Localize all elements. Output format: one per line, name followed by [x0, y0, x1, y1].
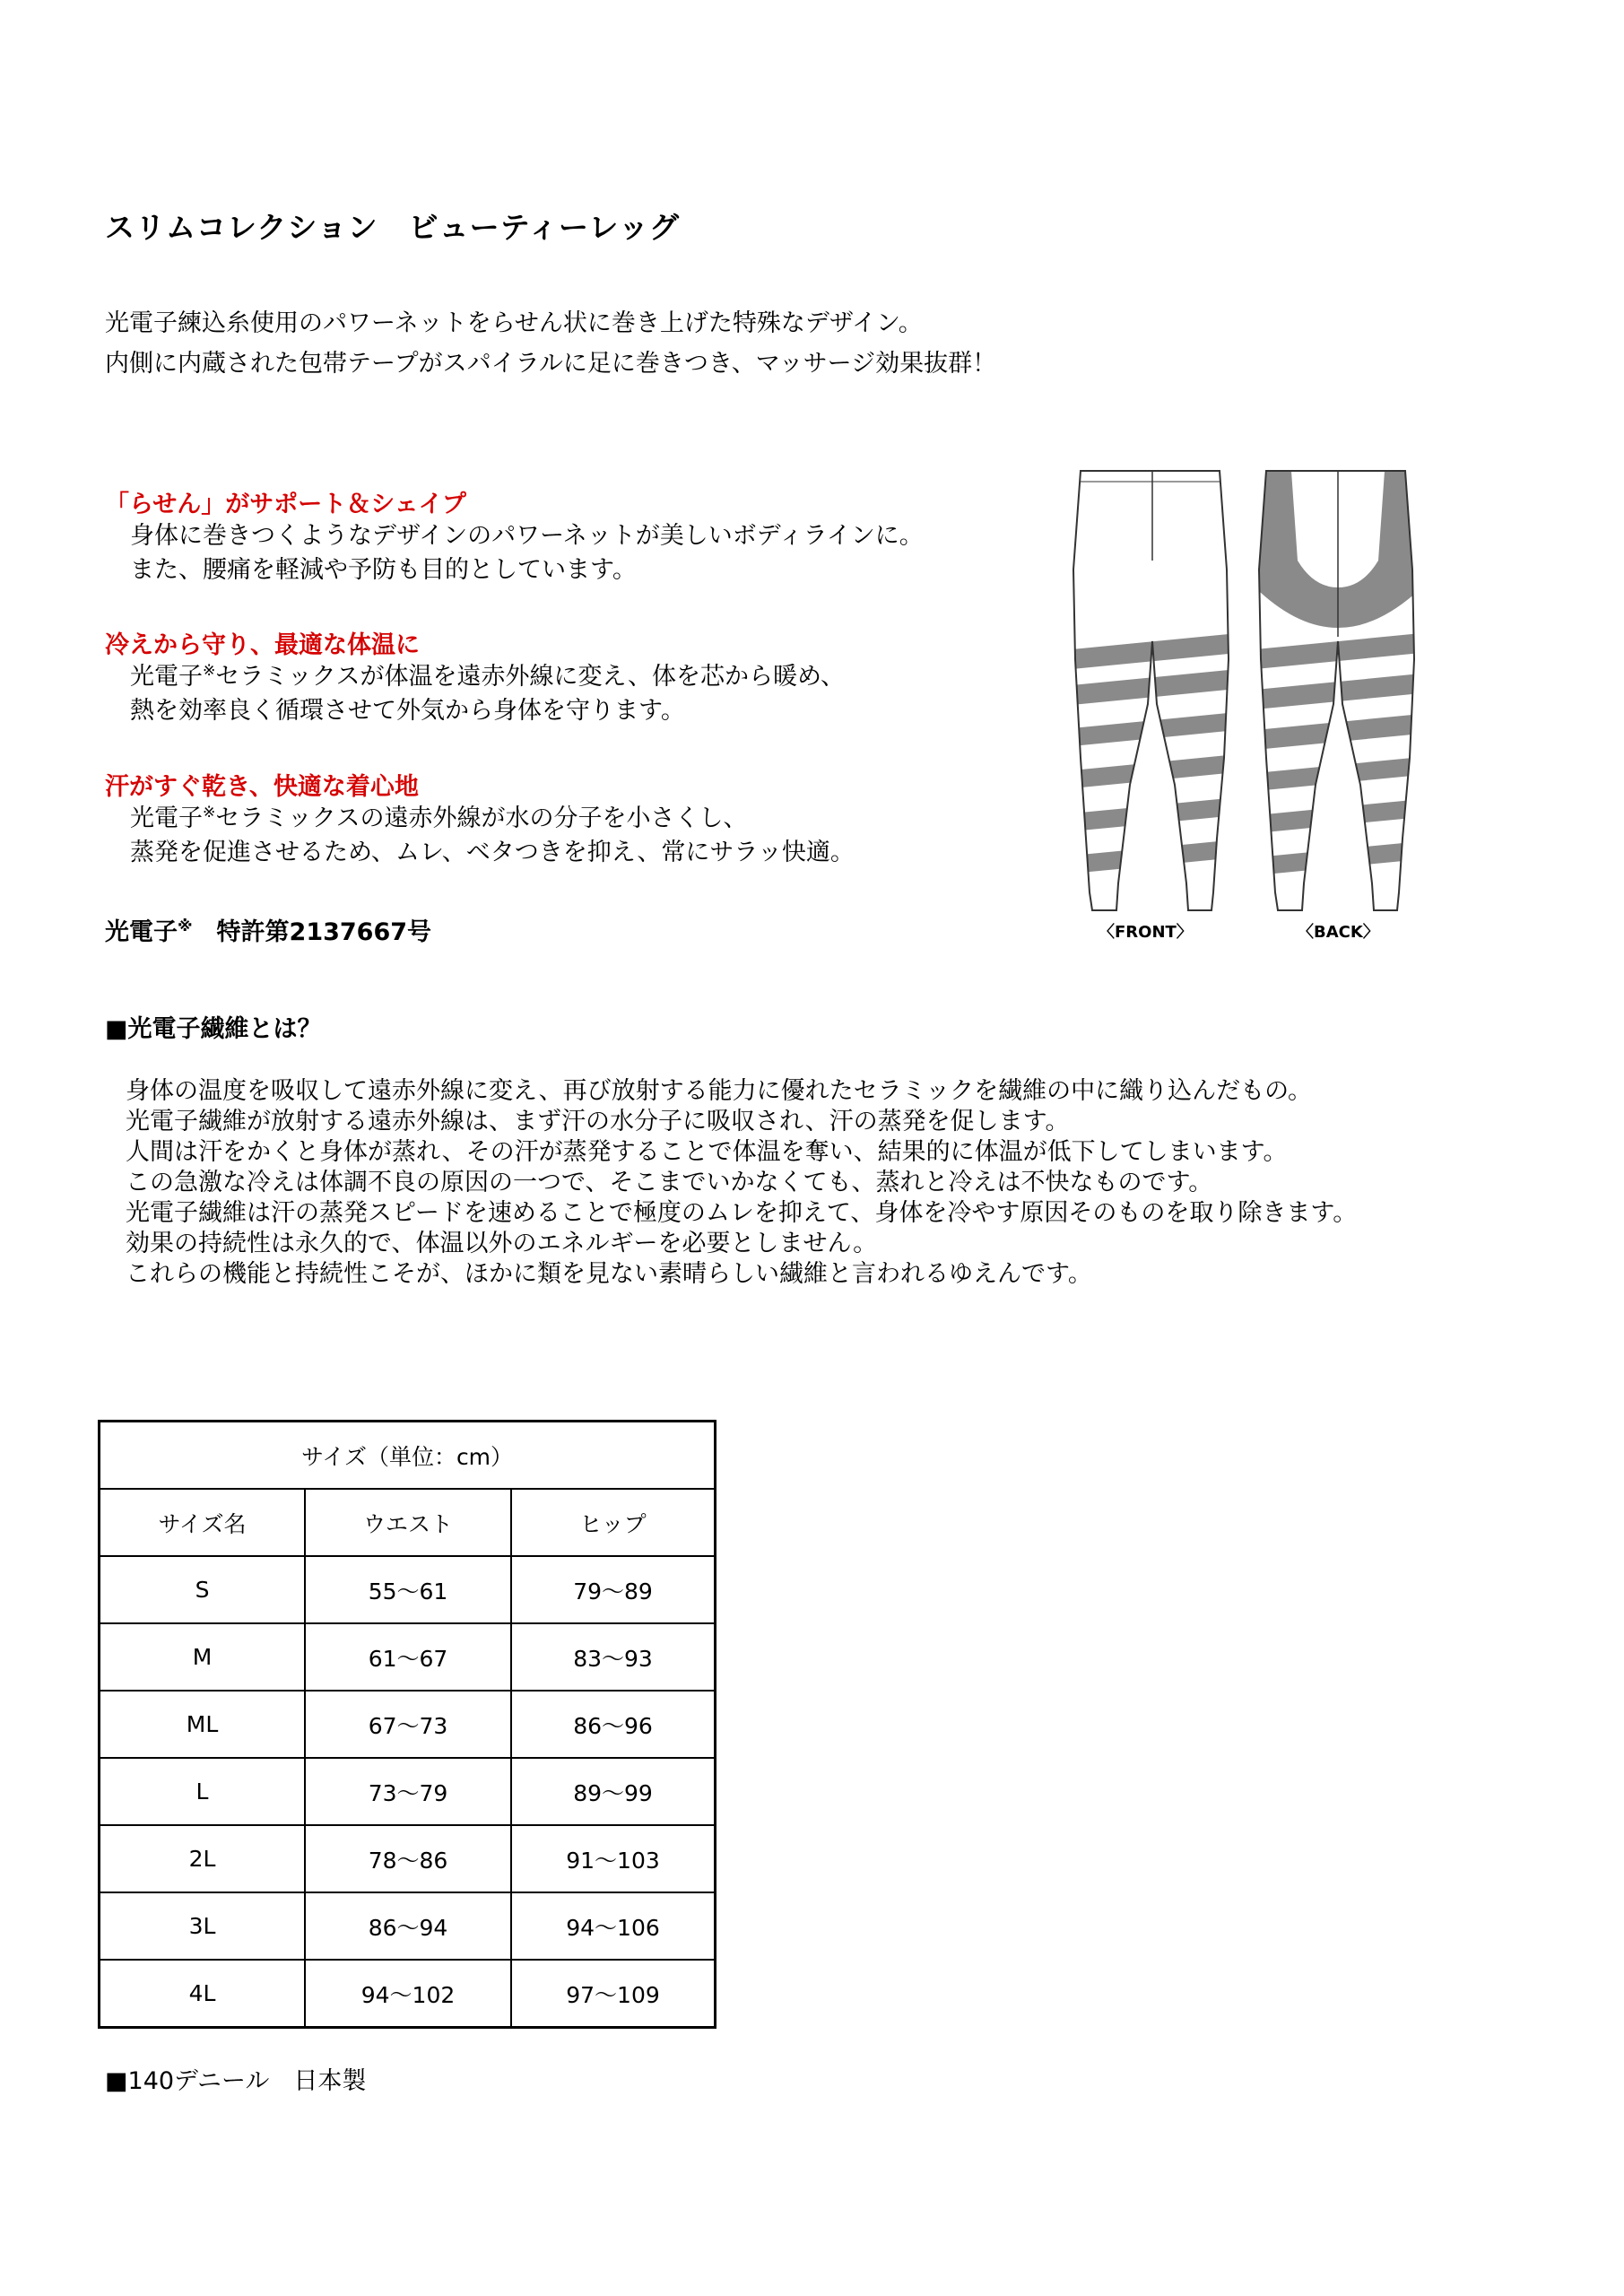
intro-line: 光電子練込糸使用のパワーネットをらせん状に巻き上げた特殊なデザイン。: [105, 309, 923, 337]
size-table: [98, 1420, 716, 2029]
table-row: [100, 1758, 716, 1825]
section-line: これらの機能と持続性こそが、ほかに類を見ない素晴らしい繊維と言われるゆえんです。: [126, 1260, 1092, 1288]
hip-cell: 86～96: [511, 1691, 716, 1758]
hip-cell: 91～103: [511, 1825, 716, 1892]
text-fragment: セラミックスが体温を遠赤外線に変え、体を芯から暖め、: [215, 663, 845, 691]
section-body: [126, 1076, 1357, 1290]
patent-note: [105, 912, 431, 947]
size-name-cell: M: [100, 1623, 306, 1691]
text-fragment: 特許第2137667号: [192, 918, 432, 946]
feature-heading: 「らせん」がサポート＆シェイプ: [105, 491, 466, 518]
size-name-cell: 2L: [100, 1825, 306, 1892]
section-line: 光電子繊維は汗の蒸発スピードを速めることで極度のムレを抑えて、身体を冷やす原因そのものを取り除きます。: [126, 1199, 1358, 1227]
waist-cell: 67～73: [305, 1691, 511, 1758]
feature-quick-dry: [105, 767, 855, 870]
size-name-cell: S: [100, 1556, 306, 1623]
waist-cell: 55～61: [305, 1556, 511, 1623]
section-line: 人間は汗をかくと身体が蒸れ、その汗が蒸発することで体温を奪い、結果的に体温が低下してしまいます。: [126, 1138, 1288, 1166]
feature-heading: 冷えから守り、最適な体温に: [105, 631, 420, 659]
section-line: 効果の持続性は永久的で、体温以外のエネルギーを必要としません。: [126, 1230, 878, 1257]
feature-heading: 汗がすぐ乾き、快適な着心地: [105, 773, 419, 801]
section-heading: ■光電子繊維とは？: [105, 1015, 322, 1043]
table-row: [100, 1892, 716, 1960]
product-spec-note: ■140デニール 日本製: [105, 2067, 367, 2095]
waist-cell: 86～94: [305, 1892, 511, 1960]
table-row: [100, 1623, 716, 1691]
table-header-row: [100, 1489, 716, 1556]
hip-cell: 94～106: [511, 1892, 716, 1960]
hip-cell: 83～93: [511, 1623, 716, 1691]
feature-line: 熱を効率良く循環させて外気から身体を守ります。: [130, 697, 685, 725]
waist-cell: 94～102: [305, 1960, 511, 2028]
feature-body: [105, 519, 924, 587]
size-name-cell: 4L: [100, 1960, 306, 2028]
leggings-illustration: [1063, 462, 1430, 946]
size-name-cell: 3L: [100, 1892, 306, 1960]
size-name-cell: L: [100, 1758, 306, 1825]
text-fragment: 光電子: [130, 804, 203, 832]
hip-cell: 89～99: [511, 1758, 716, 1825]
text-fragment: 光電子: [130, 663, 203, 691]
feature-line: 蒸発を促進させるため、ムレ、ベタつきを抑え、常にサラッ快適。: [130, 839, 855, 866]
reference-mark: ※: [203, 804, 216, 822]
feature-body: [105, 660, 845, 728]
feature-line: [130, 802, 855, 836]
page-title: スリムコレクション ビューティーレッグ: [105, 210, 681, 245]
feature-line: 身体に巻きつくようなデザインのパワーネットが美しいボディラインに。: [130, 522, 924, 550]
intro-line: 内側に内蔵された包帯テープがスパイラルに足に巻きつき、マッサージ効果抜群！: [105, 350, 997, 378]
reference-mark: ※: [203, 662, 216, 680]
intro-text: [105, 303, 996, 384]
front-label: 〈FRONT〉: [1099, 923, 1193, 942]
table-row: [100, 1960, 716, 2028]
table-row: [100, 1691, 716, 1758]
table-row: [100, 1825, 716, 1892]
table-row: [100, 1556, 716, 1623]
feature-support-shape: [105, 484, 924, 587]
table-caption: サイズ（単位：cm）: [100, 1422, 716, 1490]
leggings-drawing: [1063, 462, 1430, 946]
waist-cell: 73～79: [305, 1758, 511, 1825]
feature-line: また、腰痛を軽減や予防も目的としています。: [130, 556, 637, 584]
back-label: 〈BACK〉: [1298, 923, 1379, 942]
waist-cell: 61～67: [305, 1623, 511, 1691]
feature-line: [130, 660, 845, 694]
hip-cell: 79～89: [511, 1556, 716, 1623]
reference-mark: ※: [178, 918, 193, 935]
column-header: ヒップ: [511, 1489, 716, 1556]
waist-cell: 78～86: [305, 1825, 511, 1892]
text-fragment: 光電子: [105, 918, 178, 946]
feature-body: [105, 802, 855, 870]
hip-cell: 97～109: [511, 1960, 716, 2028]
front-bands: [1063, 462, 1246, 946]
section-line: この急激な冷えは体調不良の原因の一つで、そこまでいかなくても、蒸れと冷えは不快なものです。: [126, 1169, 1213, 1196]
section-line: 身体の温度を吸収して遠赤外線に変え、再び放射する能力に優れたセラミックを繊維の中に織り込んだもの。: [126, 1077, 1312, 1105]
section-line: 光電子繊維が放射する遠赤外線は、まず汗の水分子に吸収され、汗の蒸発を促します。: [126, 1108, 1070, 1135]
text-fragment: セラミックスの遠赤外線が水の分子を小さくし、: [215, 804, 748, 832]
size-name-cell: ML: [100, 1691, 306, 1758]
table-caption-row: [100, 1422, 716, 1490]
column-header: ウエスト: [305, 1489, 511, 1556]
column-header: サイズ名: [100, 1489, 306, 1556]
feature-warmth: [105, 625, 845, 728]
